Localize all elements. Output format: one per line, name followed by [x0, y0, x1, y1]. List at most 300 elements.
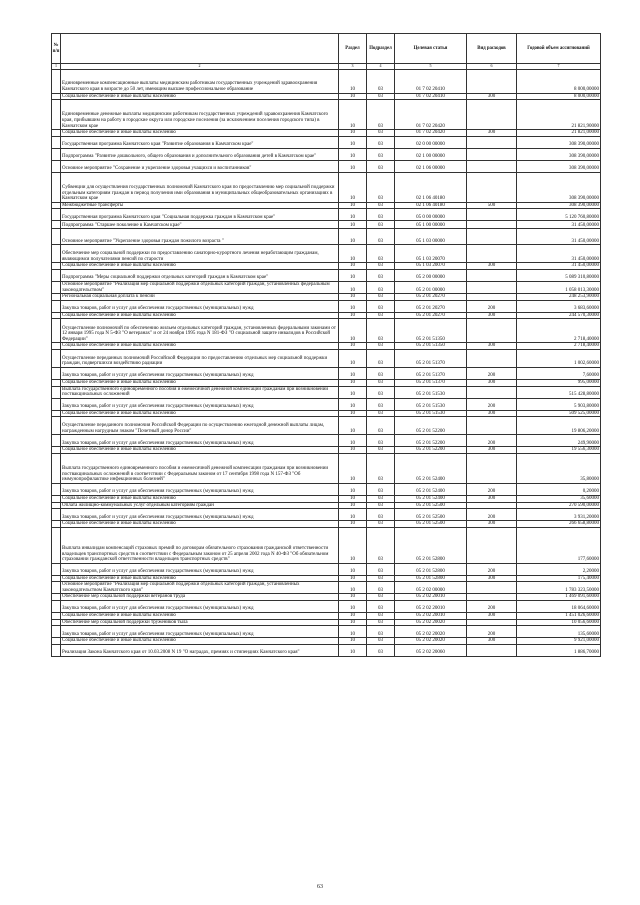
row-section-cell: 10	[339, 148, 367, 160]
row-subsection-cell: 03	[367, 69, 395, 93]
row-number-cell	[52, 300, 61, 312]
row-amount-cell: 248 253,90000	[517, 294, 601, 301]
row-section-cell: 10	[339, 386, 367, 398]
row-name-cell: Социальное обеспечение и иные выплаты населению	[61, 613, 339, 620]
row-name-cell: Закупка товаров, работ и услуг для обеспечения государственных (муниципальных) нужд	[61, 601, 339, 613]
row-section-cell: 10	[339, 281, 367, 293]
row-number-cell	[52, 410, 61, 417]
row-target-cell: 01 7 02 20420	[395, 130, 467, 137]
row-subsection-cell: 03	[367, 209, 395, 221]
row-name-cell: Подпрограмма "Развитие дошкольного, общего образования и дополнительного образования детей в Камчатском крае"	[61, 148, 339, 160]
row-section-cell: 10	[339, 453, 367, 483]
row-amount-cell: 21 821,00000	[517, 130, 601, 137]
row-amount-cell: 244 570,30000	[517, 312, 601, 319]
header-number: № п/п	[52, 34, 61, 64]
row-subsection-cell: 03	[367, 160, 395, 172]
row-section-cell: 10	[339, 349, 367, 367]
row-type-cell	[467, 100, 517, 130]
row-type-cell: 300	[467, 379, 517, 386]
row-amount-cell: 2 718,40000	[517, 319, 601, 343]
row-target-cell: 05 1 03 20070	[395, 245, 467, 263]
page-number: 63	[317, 884, 323, 890]
row-target-cell: 02 0 00 00000	[395, 136, 467, 148]
row-number-cell	[52, 453, 61, 483]
row-target-cell: 02 1 06 40180	[395, 172, 467, 202]
row-target-cell: 05 2 02 20020	[395, 638, 467, 645]
row-amount-cell: 19 806,20000	[517, 417, 601, 435]
row-number-cell	[52, 644, 61, 656]
row-name-cell: Обеспечение мер социальной поддержки по предоставлению санаторно-курортного лечения неработающим гражданам, являющимся получателями пенсий по старости	[61, 245, 339, 263]
table-row	[52, 136, 601, 148]
row-subsection-cell: 03	[367, 221, 395, 229]
row-target-cell: 02 1 06 00000	[395, 160, 467, 172]
row-amount-cell: 0,20000	[517, 483, 601, 495]
row-type-cell	[467, 69, 517, 93]
row-amount-cell: 21 821,90000	[517, 100, 601, 130]
row-number-cell	[52, 69, 61, 93]
row-target-cell: 05 2 01 52800	[395, 575, 467, 582]
table-body	[52, 69, 601, 656]
row-type-cell: 500	[467, 202, 517, 209]
row-amount-cell: 1 783 323,50000	[517, 582, 601, 594]
row-amount-cell: 35,80000	[517, 453, 601, 483]
row-amount-cell: 5 089 310,80000	[517, 269, 601, 281]
row-name-cell: Социальное обеспечение и иные выплаты населению	[61, 410, 339, 417]
row-target-cell: 05 2 01 52500	[395, 521, 467, 528]
row-number-cell	[52, 312, 61, 319]
row-subsection-cell: 03	[367, 417, 395, 435]
row-section-cell: 10	[339, 447, 367, 454]
row-target-cell: 05 0 00 00000	[395, 209, 467, 221]
row-target-cell: 05 2 01 52400	[395, 495, 467, 502]
row-number-cell	[52, 594, 61, 601]
row-number-cell	[52, 483, 61, 495]
table-row	[52, 398, 601, 410]
row-name-cell: Обеспечение мер социальной поддержки тружеников тыла	[61, 619, 339, 626]
row-section-cell: 10	[339, 626, 367, 638]
row-target-cell: 02 1 00 00000	[395, 148, 467, 160]
row-name-cell: Закупка товаров, работ и услуг для обеспечения государственных (муниципальных) нужд	[61, 509, 339, 521]
row-type-cell: 300	[467, 263, 517, 270]
row-section-cell: 10	[339, 160, 367, 172]
row-target-cell: 05 2 01 52200	[395, 447, 467, 454]
row-amount-cell: 5 120 760,80000	[517, 209, 601, 221]
table-row	[52, 619, 601, 626]
table-row	[52, 229, 601, 245]
header-expense-type: Вид расходов	[467, 34, 517, 64]
row-number-cell	[52, 263, 61, 270]
row-target-cell: 01 7 02 20410	[395, 93, 467, 100]
row-type-cell	[467, 269, 517, 281]
row-amount-cell: 1 058 013,30000	[517, 281, 601, 293]
row-name-cell: Осуществление переданных полномочий Российской Федерации по предоставлению отдельных мер социальной поддержки граждан, подвергшихся воздействию радиации	[61, 349, 339, 367]
row-type-cell	[467, 160, 517, 172]
row-type-cell	[467, 281, 517, 293]
row-type-cell: 300	[467, 93, 517, 100]
row-name-cell: Основное мероприятие "Сохранение и укрепление здоровья учащихся и воспитанников"	[61, 160, 339, 172]
row-type-cell	[467, 582, 517, 594]
row-type-cell	[467, 136, 517, 148]
table-row	[52, 582, 601, 594]
row-section-cell: 10	[339, 202, 367, 209]
row-section-cell: 10	[339, 100, 367, 130]
table-row	[52, 93, 601, 100]
row-name-cell: Закупка товаров, работ и услуг для обеспечения государственных (муниципальных) нужд	[61, 483, 339, 495]
row-number-cell	[52, 93, 61, 100]
row-amount-cell: 308 390,00000	[517, 160, 601, 172]
row-type-cell: 300	[467, 613, 517, 620]
row-target-cell: 01 7 02 20420	[395, 100, 467, 130]
row-name-cell: Выплата государственного единовременного пособия и ежемесячной денежной компенсации гражданам при возникновении поствакцинальных осложнений	[61, 386, 339, 398]
table-row	[52, 100, 601, 130]
row-type-cell	[467, 209, 517, 221]
table-row	[52, 594, 601, 601]
row-section-cell: 10	[339, 601, 367, 613]
row-section-cell: 10	[339, 502, 367, 509]
row-target-cell: 05 2 02 20020	[395, 626, 467, 638]
row-type-cell: 200	[467, 483, 517, 495]
row-section-cell: 10	[339, 245, 367, 263]
row-name-cell: Осуществление полномочий по обеспечению жильем отдельных категорий граждан, установленных федеральными законами от 12 января 1995 года N 5-ФЗ "О ветеранах" и от 24 ноября 1995 года N 181-ФЗ "О социальной защите инвалидов в Российской Федерации"	[61, 319, 339, 343]
row-amount-cell: 31 450,00000	[517, 229, 601, 245]
row-target-cell: 05 2 01 20270	[395, 300, 467, 312]
row-number-cell	[52, 160, 61, 172]
row-section-cell: 10	[339, 509, 367, 521]
table-row	[52, 263, 601, 270]
row-subsection-cell: 03	[367, 582, 395, 594]
row-name-cell: Закупка товаров, работ и услуг для обеспечения государственных (муниципальных) нужд	[61, 435, 339, 447]
row-target-cell: 01 7 02 20410	[395, 69, 467, 93]
row-section-cell: 10	[339, 398, 367, 410]
row-number-cell	[52, 379, 61, 386]
row-number-cell	[52, 202, 61, 209]
row-subsection-cell: 03	[367, 319, 395, 343]
table-header-row	[52, 34, 601, 64]
table-row	[52, 495, 601, 502]
row-subsection-cell: 03	[367, 148, 395, 160]
row-number-cell	[52, 613, 61, 620]
table-row	[52, 502, 601, 509]
row-section-cell: 10	[339, 263, 367, 270]
row-section-cell: 10	[339, 483, 367, 495]
row-section-cell: 10	[339, 417, 367, 435]
row-subsection-cell: 03	[367, 263, 395, 270]
row-number-cell	[52, 417, 61, 435]
row-section-cell: 10	[339, 209, 367, 221]
row-section-cell: 10	[339, 269, 367, 281]
row-amount-cell: 10 056,60000	[517, 619, 601, 626]
row-number-cell	[52, 435, 61, 447]
row-amount-cell: 308 390,00000	[517, 136, 601, 148]
budget-table	[51, 33, 601, 657]
row-section-cell: 10	[339, 563, 367, 575]
row-number-cell	[52, 221, 61, 229]
row-type-cell	[467, 349, 517, 367]
row-name-cell: Основное мероприятие "Реализация мер социальной поддержки отдельных категорий граждан, установленных федеральным законодательством"	[61, 281, 339, 293]
row-target-cell: 05 2 02 00000	[395, 582, 467, 594]
table-row	[52, 69, 601, 93]
table-row	[52, 130, 601, 137]
table-row	[52, 281, 601, 293]
row-name-cell: Региональная социальная доплата к пенсии	[61, 294, 339, 301]
row-subsection-cell: 03	[367, 100, 395, 130]
table-row	[52, 349, 601, 367]
row-amount-cell: 2,20000	[517, 563, 601, 575]
row-name-cell: Социальное обеспечение и иные выплаты населению	[61, 130, 339, 137]
row-name-cell: Закупка товаров, работ и услуг для обеспечения государственных (муниципальных) нужд	[61, 398, 339, 410]
row-type-cell	[467, 386, 517, 398]
table-row	[52, 202, 601, 209]
row-amount-cell: 995,00000	[517, 379, 601, 386]
row-number-cell	[52, 509, 61, 521]
row-target-cell: 05 2 01 51350	[395, 319, 467, 343]
row-amount-cell: 1 886,70000	[517, 644, 601, 656]
row-section-cell: 10	[339, 638, 367, 645]
column-number: 5	[395, 64, 467, 70]
row-type-cell: 200	[467, 509, 517, 521]
table-row	[52, 638, 601, 645]
table-row	[52, 527, 601, 563]
row-amount-cell: 2 718,40000	[517, 343, 601, 350]
row-type-cell	[467, 502, 517, 509]
table-row	[52, 160, 601, 172]
row-section-cell: 10	[339, 130, 367, 137]
row-subsection-cell: 03	[367, 367, 395, 379]
row-amount-cell: 308 390,00000	[517, 172, 601, 202]
row-amount-cell: 8 000,00000	[517, 93, 601, 100]
row-subsection-cell: 03	[367, 453, 395, 483]
row-target-cell: 05 1 03 20070	[395, 263, 467, 270]
table-row	[52, 453, 601, 483]
table-row	[52, 343, 601, 350]
row-number-cell	[52, 136, 61, 148]
row-type-cell: 300	[467, 575, 517, 582]
row-section-cell: 10	[339, 319, 367, 343]
table-row	[52, 269, 601, 281]
row-section-cell: 10	[339, 312, 367, 319]
row-section-cell: 10	[339, 300, 367, 312]
row-type-cell: 200	[467, 626, 517, 638]
row-subsection-cell: 03	[367, 136, 395, 148]
table-row	[52, 601, 601, 613]
row-subsection-cell: 03	[367, 379, 395, 386]
row-name-cell: Закупка товаров, работ и услуг для обеспечения государственных (муниципальных) нужд	[61, 626, 339, 638]
row-name-cell: Социальное обеспечение и иные выплаты населению	[61, 575, 339, 582]
row-subsection-cell: 03	[367, 563, 395, 575]
row-name-cell: Социальное обеспечение и иные выплаты населению	[61, 521, 339, 528]
row-amount-cell: 31 450,00000	[517, 245, 601, 263]
column-number: 2	[61, 64, 339, 70]
table-row	[52, 294, 601, 301]
row-section-cell: 10	[339, 521, 367, 528]
row-number-cell	[52, 245, 61, 263]
table-row	[52, 410, 601, 417]
row-name-cell: Закупка товаров, работ и услуг для обеспечения государственных (муниципальных) нужд	[61, 300, 339, 312]
row-subsection-cell: 03	[367, 281, 395, 293]
row-target-cell: 05 2 01 52500	[395, 509, 467, 521]
row-number-cell	[52, 319, 61, 343]
table-row	[52, 435, 601, 447]
row-subsection-cell: 03	[367, 435, 395, 447]
table-row	[52, 172, 601, 202]
row-amount-cell: 3 683,60000	[517, 300, 601, 312]
row-section-cell: 10	[339, 435, 367, 447]
row-amount-cell: 7,60000	[517, 367, 601, 379]
row-amount-cell: 270 590,00000	[517, 502, 601, 509]
row-number-cell	[52, 638, 61, 645]
row-subsection-cell: 03	[367, 386, 395, 398]
table-row	[52, 644, 601, 656]
row-amount-cell: 19 556,30000	[517, 447, 601, 454]
row-number-cell	[52, 527, 61, 563]
row-target-cell: 05 2 01 52500	[395, 502, 467, 509]
row-section-cell: 10	[339, 343, 367, 350]
table-row	[52, 319, 601, 343]
row-amount-cell: 135,60000	[517, 626, 601, 638]
row-name-cell: Социальное обеспечение и иные выплаты населению	[61, 93, 339, 100]
row-type-cell	[467, 594, 517, 601]
row-number-cell	[52, 367, 61, 379]
row-number-cell	[52, 502, 61, 509]
row-type-cell: 200	[467, 563, 517, 575]
row-section-cell: 10	[339, 495, 367, 502]
row-target-cell: 05 2 01 52800	[395, 527, 467, 563]
row-number-cell	[52, 386, 61, 398]
row-subsection-cell: 03	[367, 495, 395, 502]
row-type-cell: 200	[467, 601, 517, 613]
row-target-cell: 05 2 01 52200	[395, 435, 467, 447]
row-target-cell: 05 2 01 52400	[395, 453, 467, 483]
table-row	[52, 148, 601, 160]
table-row	[52, 209, 601, 221]
table-row	[52, 521, 601, 528]
row-type-cell	[467, 417, 517, 435]
row-name-cell: Социальное обеспечение и иные выплаты населению	[61, 638, 339, 645]
row-target-cell: 05 2 02 20010	[395, 594, 467, 601]
row-type-cell	[467, 172, 517, 202]
row-name-cell: Основное мероприятие "Укрепление здоровья граждан пожилого возраста "	[61, 229, 339, 245]
row-amount-cell: 1 002,60000	[517, 349, 601, 367]
row-amount-cell: 308 390,00000	[517, 148, 601, 160]
row-type-cell	[467, 527, 517, 563]
row-subsection-cell: 03	[367, 349, 395, 367]
row-target-cell: 05 2 01 52800	[395, 563, 467, 575]
row-section-cell: 10	[339, 69, 367, 93]
row-subsection-cell: 03	[367, 638, 395, 645]
row-number-cell	[52, 172, 61, 202]
row-type-cell	[467, 229, 517, 245]
table-row	[52, 367, 601, 379]
row-type-cell: 300	[467, 447, 517, 454]
row-amount-cell: 175,40000	[517, 575, 601, 582]
row-type-cell	[467, 148, 517, 160]
table-row	[52, 613, 601, 620]
row-type-cell: 300	[467, 410, 517, 417]
row-type-cell: 200	[467, 398, 517, 410]
row-subsection-cell: 03	[367, 229, 395, 245]
row-number-cell	[52, 447, 61, 454]
row-section-cell: 10	[339, 93, 367, 100]
row-type-cell	[467, 644, 517, 656]
column-number: 3	[339, 64, 367, 70]
row-subsection-cell: 03	[367, 594, 395, 601]
table-row	[52, 245, 601, 263]
row-target-cell: 05 2 01 52400	[395, 483, 467, 495]
row-section-cell: 10	[339, 594, 367, 601]
row-subsection-cell: 03	[367, 644, 395, 656]
row-name-cell: Выплата инвалидам компенсаций страховых премий по договорам обязательного страхования гражданской ответственности владельцев транспортных средств в соответствии с Федеральным законом от 25 апреля 2002 года N 40-ФЗ "Об обязательном страховании гражданской ответственности владельцев транспортных средств"	[61, 527, 339, 563]
row-subsection-cell: 03	[367, 601, 395, 613]
row-name-cell: Закупка товаров, работ и услуг для обеспечения государственных (муниципальных) нужд	[61, 367, 339, 379]
row-subsection-cell: 03	[367, 575, 395, 582]
row-section-cell: 10	[339, 410, 367, 417]
row-section-cell: 10	[339, 229, 367, 245]
row-name-cell: Осуществление переданного полномочия Российской Федерации по осуществлению ежегодной денежной выплаты лицам, награжденным нагрудным знаком "Почетный донор России"	[61, 417, 339, 435]
row-target-cell: 05 2 02 20060	[395, 644, 467, 656]
row-type-cell: 200	[467, 435, 517, 447]
row-type-cell: 300	[467, 343, 517, 350]
row-number-cell	[52, 209, 61, 221]
row-amount-cell: 35,60000	[517, 495, 601, 502]
row-section-cell: 10	[339, 644, 367, 656]
row-number-cell	[52, 563, 61, 575]
row-amount-cell: 5 903,80000	[517, 398, 601, 410]
row-subsection-cell: 03	[367, 521, 395, 528]
row-number-cell	[52, 349, 61, 367]
row-amount-cell: 308 390,00000	[517, 202, 601, 209]
row-name-cell: Оплата жилищно-коммунальных услуг отдельным категориям граждан	[61, 502, 339, 509]
row-type-cell	[467, 619, 517, 626]
row-subsection-cell: 03	[367, 613, 395, 620]
row-amount-cell: 515 428,80000	[517, 386, 601, 398]
table-row	[52, 483, 601, 495]
row-section-cell: 10	[339, 136, 367, 148]
table-row	[52, 509, 601, 521]
row-subsection-cell: 03	[367, 172, 395, 202]
row-type-cell: 300	[467, 638, 517, 645]
table-row	[52, 379, 601, 386]
row-number-cell	[52, 229, 61, 245]
row-target-cell: 05 2 02 20010	[395, 613, 467, 620]
row-target-cell: 05 1 03 00000	[395, 229, 467, 245]
row-target-cell: 05 2 01 51370	[395, 367, 467, 379]
column-number: 1	[52, 64, 61, 70]
row-subsection-cell: 03	[367, 269, 395, 281]
row-number-cell	[52, 619, 61, 626]
row-subsection-cell: 03	[367, 245, 395, 263]
row-target-cell: 02 1 06 40180	[395, 202, 467, 209]
table-row	[52, 563, 601, 575]
row-name-cell: Субвенции для осуществления государственных полномочий Камчатского края по предоставлению мер социальной поддержки отдельным категориям граждан в период получения ими образования в муниципальных общеобразовательных организациях в Камчатском крае	[61, 172, 339, 202]
row-target-cell: 05 2 00 00000	[395, 269, 467, 281]
row-amount-cell: 3 931,20000	[517, 509, 601, 521]
row-name-cell: Основное мероприятие "Реализация мер социальной поддержки отдельных категорий граждан, установленных законодательством Камчатского края"	[61, 582, 339, 594]
row-number-cell	[52, 626, 61, 638]
row-type-cell	[467, 245, 517, 263]
row-number-cell	[52, 281, 61, 293]
row-amount-cell: 18 064,60000	[517, 601, 601, 613]
row-section-cell: 10	[339, 613, 367, 620]
row-type-cell	[467, 453, 517, 483]
row-name-cell: Социальное обеспечение и иные выплаты населению	[61, 312, 339, 319]
row-section-cell: 10	[339, 172, 367, 202]
row-section-cell: 10	[339, 582, 367, 594]
table-row	[52, 447, 601, 454]
row-target-cell: 05 2 02 20010	[395, 601, 467, 613]
row-type-cell: 200	[467, 300, 517, 312]
row-amount-cell: 1 469 091,60000	[517, 594, 601, 601]
row-name-cell: Социальное обеспечение и иные выплаты населению	[61, 495, 339, 502]
